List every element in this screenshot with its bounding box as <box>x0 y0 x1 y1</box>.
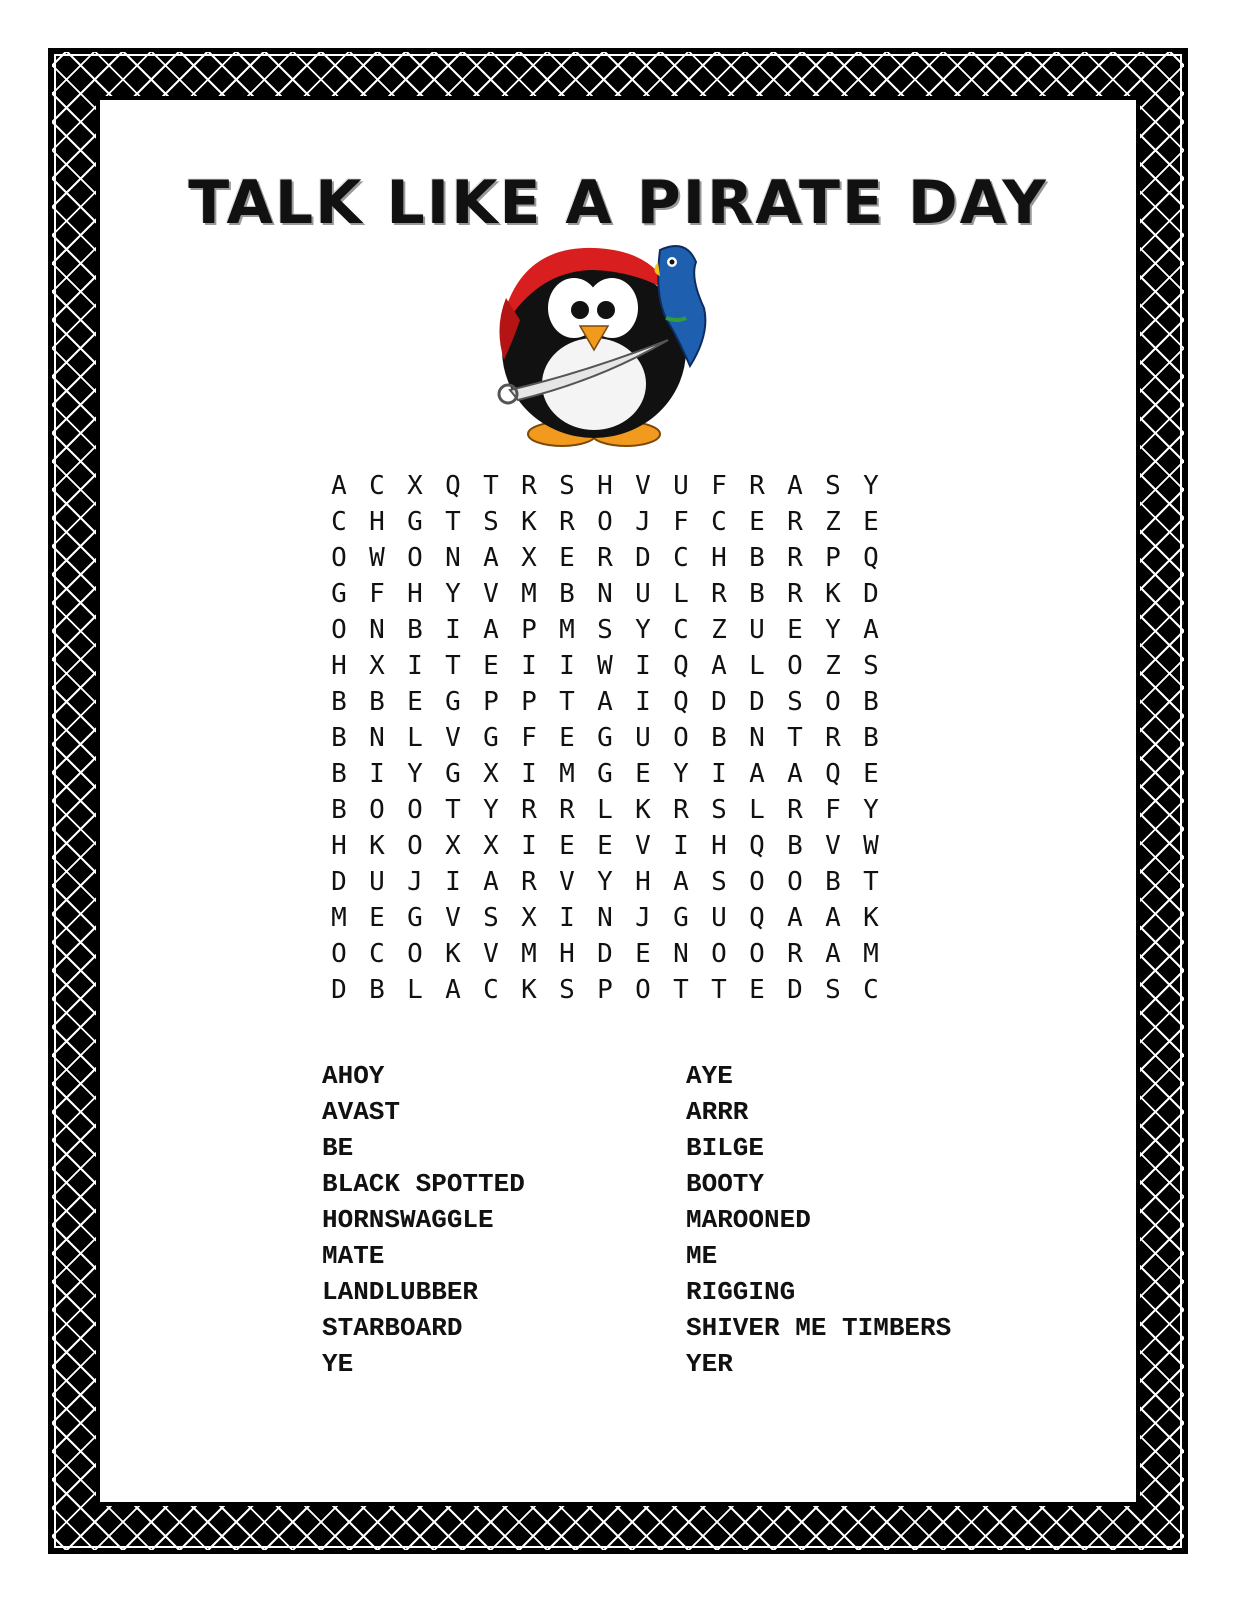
grid-letter: U <box>369 867 385 897</box>
grid-letter: L <box>749 651 765 681</box>
grid-letter: D <box>597 939 613 969</box>
grid-letter: O <box>825 687 841 717</box>
grid-letter: R <box>787 579 803 609</box>
grid-row <box>320 792 890 828</box>
grid-letter: R <box>521 471 537 501</box>
grid-letter: I <box>445 615 461 645</box>
grid-letter: I <box>673 831 689 861</box>
grid-letter: Z <box>711 615 727 645</box>
grid-letter: F <box>711 471 727 501</box>
word-list-row <box>322 1274 1042 1310</box>
grid-letter: M <box>559 759 575 789</box>
grid-letter: S <box>483 903 499 933</box>
grid-letter: B <box>863 687 879 717</box>
word-list-item: BE <box>322 1133 354 1163</box>
grid-letter: B <box>749 579 765 609</box>
grid-letter: Y <box>407 759 423 789</box>
grid-letter: L <box>749 795 765 825</box>
grid-letter: H <box>369 507 385 537</box>
grid-letter: M <box>521 939 537 969</box>
grid-row <box>320 972 890 1008</box>
grid-letter: C <box>369 471 385 501</box>
grid-letter: Q <box>673 687 689 717</box>
grid-letter: N <box>597 903 613 933</box>
grid-letter: X <box>483 831 499 861</box>
grid-letter: S <box>711 867 727 897</box>
grid-row <box>320 612 890 648</box>
grid-letter: P <box>597 975 613 1005</box>
grid-letter: P <box>521 687 537 717</box>
grid-letter: E <box>635 759 651 789</box>
grid-letter: B <box>331 723 347 753</box>
grid-letter: P <box>825 543 841 573</box>
grid-letter: E <box>787 615 803 645</box>
grid-letter: Y <box>825 615 841 645</box>
grid-letter: X <box>483 759 499 789</box>
grid-letter: R <box>787 543 803 573</box>
grid-letter: H <box>711 543 727 573</box>
grid-row <box>320 648 890 684</box>
grid-letter: V <box>445 903 461 933</box>
word-list-row <box>322 1094 1042 1130</box>
grid-letter: F <box>369 579 385 609</box>
grid-letter: C <box>673 615 689 645</box>
grid-letter: C <box>369 939 385 969</box>
grid-letter: I <box>407 651 423 681</box>
grid-letter: V <box>559 867 575 897</box>
grid-letter: R <box>787 507 803 537</box>
grid-letter: H <box>331 651 347 681</box>
grid-letter: I <box>521 831 537 861</box>
grid-letter: U <box>749 615 765 645</box>
grid-letter: A <box>483 867 499 897</box>
grid-letter: F <box>673 507 689 537</box>
word-list-row <box>322 1166 1042 1202</box>
grid-letter: Q <box>673 651 689 681</box>
grid-letter: T <box>711 975 727 1005</box>
word-list-item: BILGE <box>686 1133 765 1163</box>
grid-letter: A <box>445 975 461 1005</box>
grid-letter: V <box>483 579 499 609</box>
grid-letter: B <box>559 579 575 609</box>
grid-letter: E <box>749 975 765 1005</box>
grid-letter: R <box>597 543 613 573</box>
grid-letter: X <box>521 903 537 933</box>
grid-letter: V <box>825 831 841 861</box>
grid-letter: G <box>483 723 499 753</box>
word-list-row <box>322 1058 1042 1094</box>
page-title: TALK LIKE A PIRATE DAY <box>188 168 1048 238</box>
grid-letter: W <box>863 831 879 861</box>
grid-letter: Q <box>445 471 461 501</box>
grid-letter: E <box>407 687 423 717</box>
grid-letter: Z <box>825 507 841 537</box>
grid-letter: G <box>331 579 347 609</box>
grid-letter: O <box>407 831 423 861</box>
word-list-row <box>322 1238 1042 1274</box>
grid-letter: Q <box>749 903 765 933</box>
grid-letter: E <box>597 831 613 861</box>
grid-letter: O <box>407 795 423 825</box>
grid-letter: O <box>331 615 347 645</box>
grid-letter: K <box>635 795 651 825</box>
grid-letter: V <box>635 831 651 861</box>
grid-letter: A <box>787 759 803 789</box>
border-rail <box>54 54 1182 56</box>
grid-letter: A <box>787 903 803 933</box>
grid-letter: I <box>521 759 537 789</box>
grid-letter: C <box>673 543 689 573</box>
word-list-item: SHIVER ME TIMBERS <box>686 1313 952 1343</box>
grid-letter: V <box>635 471 651 501</box>
grid-letter: G <box>407 507 423 537</box>
pirate-penguin-icon <box>490 238 730 450</box>
grid-letter: H <box>331 831 347 861</box>
grid-letter: D <box>711 687 727 717</box>
grid-letter: C <box>483 975 499 1005</box>
grid-letter: A <box>483 543 499 573</box>
grid-letter: S <box>787 687 803 717</box>
grid-letter: R <box>521 867 537 897</box>
grid-letter: P <box>483 687 499 717</box>
grid-letter: W <box>369 543 385 573</box>
grid-letter: H <box>559 939 575 969</box>
grid-letter: R <box>749 471 765 501</box>
grid-letter: F <box>521 723 537 753</box>
grid-letter: O <box>331 939 347 969</box>
grid-letter: R <box>559 795 575 825</box>
grid-letter: K <box>863 903 879 933</box>
grid-letter: B <box>749 543 765 573</box>
grid-letter: X <box>407 471 423 501</box>
grid-letter: R <box>521 795 537 825</box>
grid-letter: Y <box>863 471 879 501</box>
word-list-item: RIGGING <box>686 1277 796 1307</box>
grid-letter: M <box>331 903 347 933</box>
grid-letter: D <box>331 867 347 897</box>
grid-letter: Y <box>445 579 461 609</box>
grid-letter: S <box>711 795 727 825</box>
grid-letter: J <box>635 903 651 933</box>
grid-letter: D <box>787 975 803 1005</box>
grid-letter: B <box>331 795 347 825</box>
word-list-item: AVAST <box>322 1097 401 1127</box>
grid-letter: H <box>635 867 651 897</box>
grid-row <box>320 684 890 720</box>
grid-letter: V <box>445 723 461 753</box>
grid-letter: Y <box>673 759 689 789</box>
grid-letter: A <box>825 903 841 933</box>
border-rail <box>54 1546 1182 1548</box>
grid-letter: B <box>863 723 879 753</box>
word-list-item: MAROONED <box>686 1205 811 1235</box>
grid-letter: B <box>407 615 423 645</box>
grid-letter: I <box>369 759 385 789</box>
grid-letter: Y <box>863 795 879 825</box>
grid-letter: O <box>369 795 385 825</box>
word-list-item: LANDLUBBER <box>322 1277 479 1307</box>
grid-letter: A <box>787 471 803 501</box>
grid-letter: G <box>445 687 461 717</box>
grid-letter: T <box>483 471 499 501</box>
grid-letter: J <box>407 867 423 897</box>
grid-letter: G <box>445 759 461 789</box>
grid-letter: B <box>711 723 727 753</box>
grid-letter: M <box>559 615 575 645</box>
grid-letter: C <box>331 507 347 537</box>
word-list-item: ME <box>686 1241 718 1271</box>
grid-letter: V <box>483 939 499 969</box>
grid-letter: E <box>863 759 879 789</box>
grid-letter: I <box>635 687 651 717</box>
grid-row <box>320 900 890 936</box>
grid-letter: X <box>369 651 385 681</box>
word-list-item: AHOY <box>322 1061 385 1091</box>
grid-letter: S <box>825 471 841 501</box>
word-list-item: STARBOARD <box>322 1313 463 1343</box>
grid-letter: T <box>863 867 879 897</box>
grid-letter: N <box>673 939 689 969</box>
grid-letter: E <box>863 507 879 537</box>
grid-row <box>320 864 890 900</box>
word-list-row <box>322 1310 1042 1346</box>
grid-letter: G <box>597 723 613 753</box>
grid-letter: O <box>787 867 803 897</box>
grid-letter: O <box>787 651 803 681</box>
word-search-grid <box>320 468 890 1008</box>
grid-letter: I <box>711 759 727 789</box>
grid-letter: I <box>559 903 575 933</box>
grid-row <box>320 540 890 576</box>
grid-letter: L <box>407 723 423 753</box>
grid-row <box>320 756 890 792</box>
word-list <box>322 1058 1042 1382</box>
grid-letter: E <box>369 903 385 933</box>
grid-letter: Z <box>825 651 841 681</box>
grid-letter: N <box>369 615 385 645</box>
grid-letter: E <box>559 831 575 861</box>
grid-letter: K <box>521 975 537 1005</box>
grid-letter: T <box>787 723 803 753</box>
word-list-item: BLACK SPOTTED <box>322 1169 525 1199</box>
grid-letter: I <box>521 651 537 681</box>
grid-letter: K <box>521 507 537 537</box>
grid-letter: C <box>863 975 879 1005</box>
grid-letter: X <box>445 831 461 861</box>
grid-letter: I <box>635 651 651 681</box>
grid-letter: R <box>711 579 727 609</box>
grid-letter: S <box>825 975 841 1005</box>
grid-row <box>320 576 890 612</box>
grid-letter: E <box>559 543 575 573</box>
word-list-item: ARRR <box>686 1097 749 1127</box>
grid-letter: B <box>331 687 347 717</box>
grid-letter: R <box>673 795 689 825</box>
word-list-item: HORNSWAGGLE <box>322 1205 494 1235</box>
grid-letter: D <box>331 975 347 1005</box>
grid-letter: U <box>673 471 689 501</box>
grid-letter: N <box>369 723 385 753</box>
grid-letter: R <box>825 723 841 753</box>
grid-letter: H <box>711 831 727 861</box>
grid-letter: G <box>673 903 689 933</box>
word-list-row <box>322 1202 1042 1238</box>
grid-letter: D <box>863 579 879 609</box>
grid-letter: J <box>635 507 651 537</box>
grid-letter: R <box>559 507 575 537</box>
grid-letter: O <box>331 543 347 573</box>
word-list-item: AYE <box>686 1061 733 1091</box>
grid-letter: F <box>825 795 841 825</box>
grid-letter: S <box>863 651 879 681</box>
word-list-row <box>322 1346 1042 1382</box>
grid-letter: P <box>521 615 537 645</box>
grid-letter: Q <box>749 831 765 861</box>
grid-letter: U <box>635 579 651 609</box>
grid-letter: K <box>369 831 385 861</box>
grid-letter: B <box>331 759 347 789</box>
grid-letter: O <box>407 939 423 969</box>
grid-letter: L <box>597 795 613 825</box>
word-list-item: YER <box>686 1349 733 1379</box>
grid-letter: D <box>635 543 651 573</box>
grid-row <box>320 468 890 504</box>
grid-letter: I <box>445 867 461 897</box>
grid-letter: E <box>559 723 575 753</box>
grid-letter: A <box>331 471 347 501</box>
word-list-item: BOOTY <box>686 1169 765 1199</box>
grid-letter: S <box>597 615 613 645</box>
grid-letter: K <box>825 579 841 609</box>
grid-row <box>320 936 890 972</box>
border-rail <box>54 54 56 1548</box>
grid-letter: G <box>407 903 423 933</box>
grid-letter: O <box>597 507 613 537</box>
grid-letter: N <box>445 543 461 573</box>
grid-letter: K <box>445 939 461 969</box>
grid-letter: L <box>673 579 689 609</box>
grid-letter: A <box>825 939 841 969</box>
grid-letter: Q <box>825 759 841 789</box>
grid-letter: Q <box>863 543 879 573</box>
grid-letter: C <box>711 507 727 537</box>
grid-row <box>320 828 890 864</box>
grid-letter: O <box>749 867 765 897</box>
word-list-row <box>322 1130 1042 1166</box>
grid-letter: G <box>597 759 613 789</box>
grid-letter: S <box>559 471 575 501</box>
grid-letter: Y <box>597 867 613 897</box>
grid-letter: E <box>635 939 651 969</box>
grid-letter: B <box>825 867 841 897</box>
grid-letter: A <box>863 615 879 645</box>
grid-letter: O <box>749 939 765 969</box>
grid-letter: U <box>635 723 651 753</box>
border-rail <box>1180 54 1182 1548</box>
grid-letter: A <box>483 615 499 645</box>
grid-letter: I <box>559 651 575 681</box>
grid-letter: X <box>521 543 537 573</box>
grid-letter: B <box>369 687 385 717</box>
grid-letter: N <box>749 723 765 753</box>
grid-letter: L <box>407 975 423 1005</box>
grid-letter: E <box>749 507 765 537</box>
grid-letter: H <box>597 471 613 501</box>
grid-letter: B <box>369 975 385 1005</box>
grid-letter: T <box>559 687 575 717</box>
grid-letter: O <box>673 723 689 753</box>
grid-letter: O <box>711 939 727 969</box>
grid-letter: H <box>407 579 423 609</box>
grid-letter: O <box>635 975 651 1005</box>
grid-letter: B <box>787 831 803 861</box>
grid-letter: Y <box>483 795 499 825</box>
grid-row <box>320 504 890 540</box>
grid-letter: Y <box>635 615 651 645</box>
grid-row <box>320 720 890 756</box>
grid-letter: R <box>787 939 803 969</box>
grid-letter: A <box>673 867 689 897</box>
grid-letter: T <box>445 507 461 537</box>
grid-letter: M <box>863 939 879 969</box>
grid-letter: T <box>673 975 689 1005</box>
grid-letter: D <box>749 687 765 717</box>
grid-letter: S <box>483 507 499 537</box>
grid-letter: S <box>559 975 575 1005</box>
word-list-item: YE <box>322 1349 354 1379</box>
grid-letter: A <box>749 759 765 789</box>
grid-letter: N <box>597 579 613 609</box>
grid-letter: O <box>407 543 423 573</box>
grid-letter: E <box>483 651 499 681</box>
grid-letter: U <box>711 903 727 933</box>
grid-letter: M <box>521 579 537 609</box>
grid-letter: R <box>787 795 803 825</box>
grid-letter: W <box>597 651 613 681</box>
grid-letter: T <box>445 651 461 681</box>
grid-letter: A <box>597 687 613 717</box>
grid-letter: A <box>711 651 727 681</box>
grid-letter: T <box>445 795 461 825</box>
word-list-item: MATE <box>322 1241 385 1271</box>
